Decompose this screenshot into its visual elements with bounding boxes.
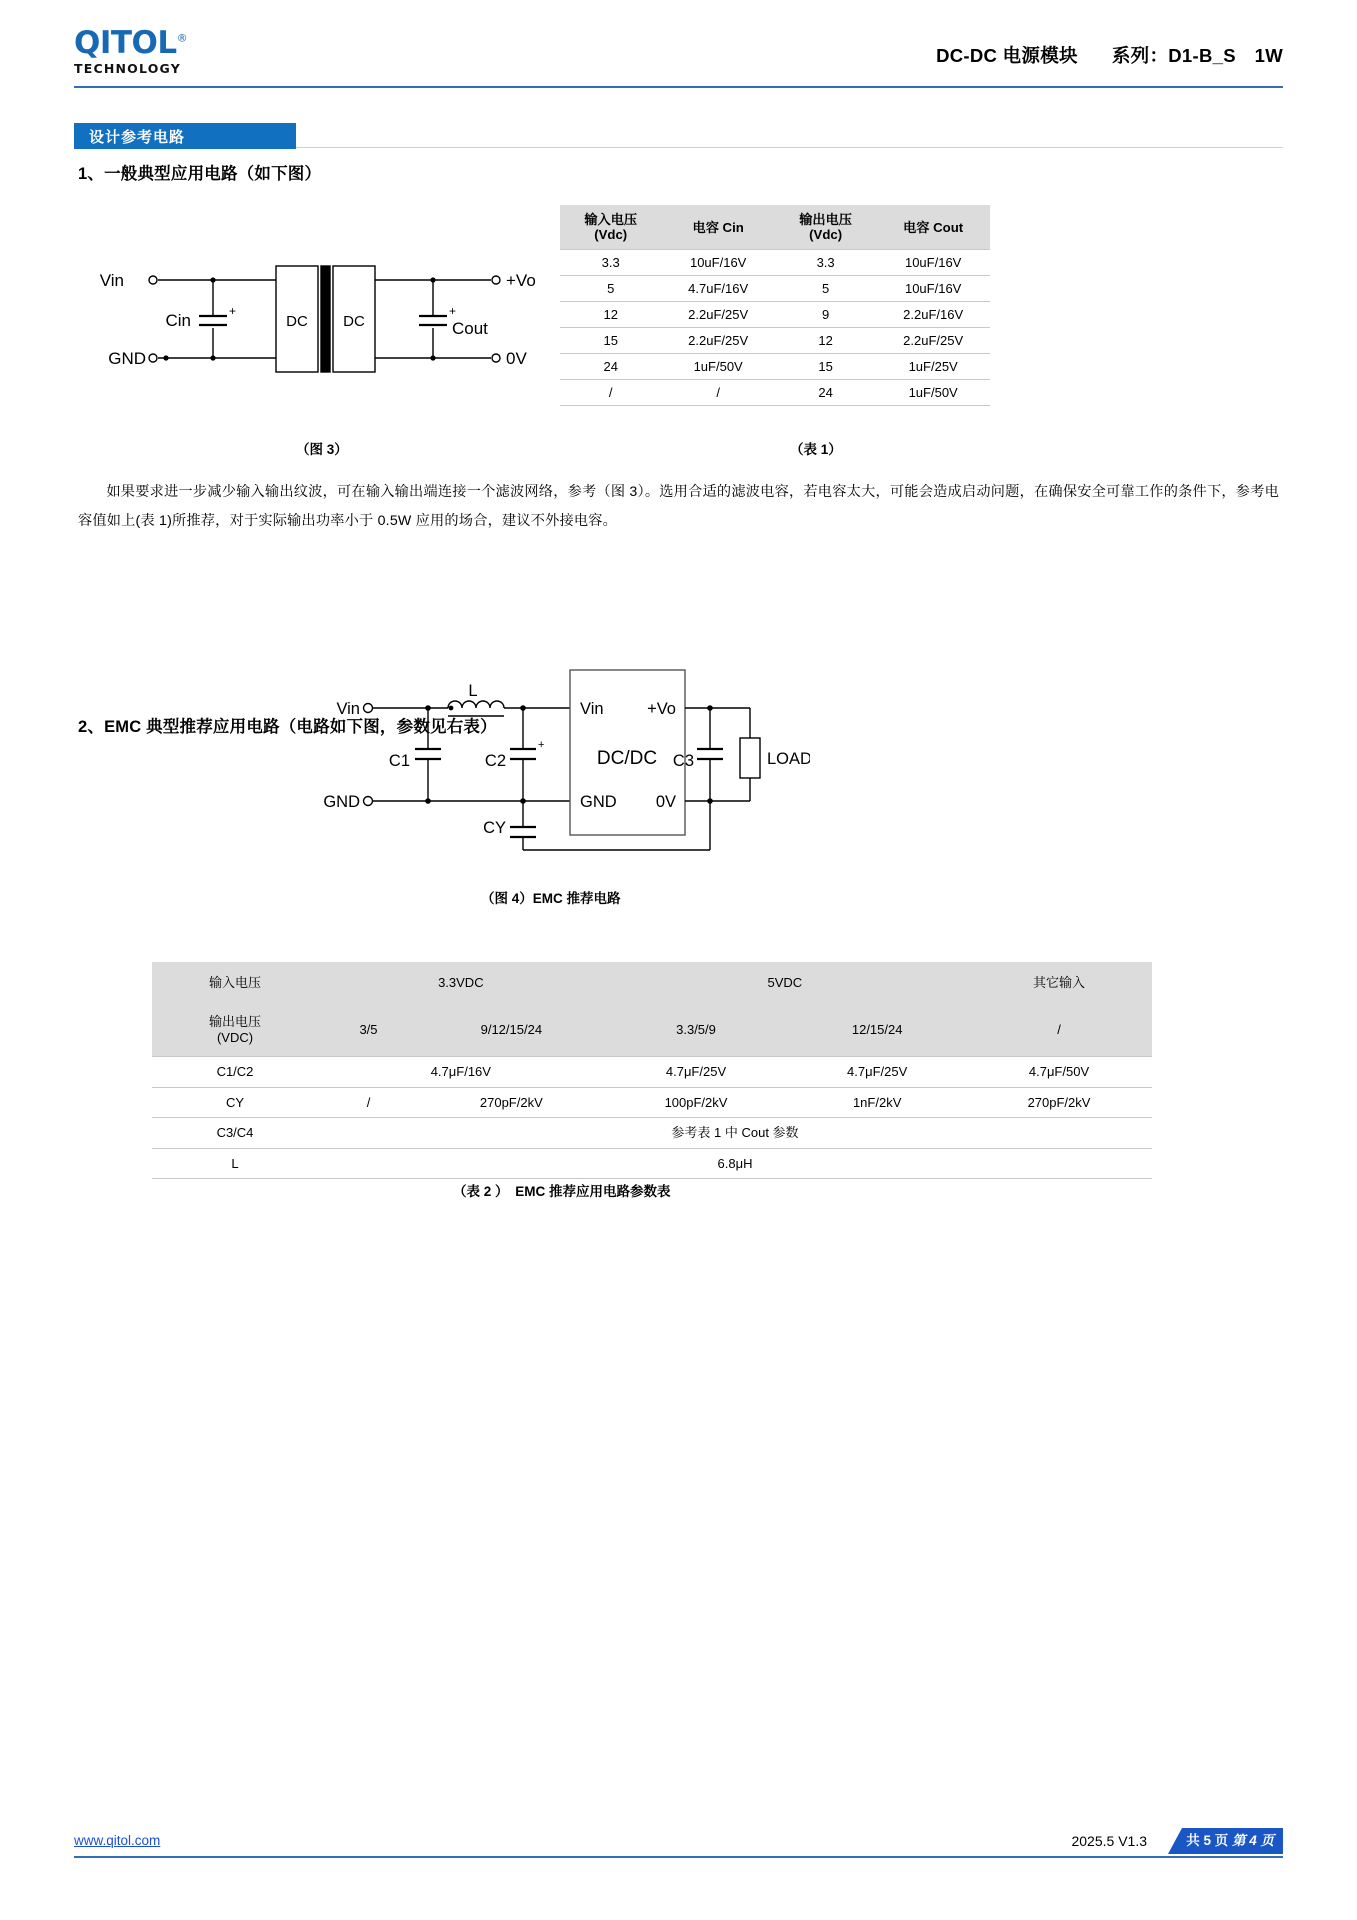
table-2-row-input-voltage (152, 962, 1152, 1004)
logo-wordmark (74, 25, 188, 61)
table-row (560, 354, 990, 380)
table-2-cy-cell-3: 100pF/2kV (604, 1087, 789, 1118)
footer-page-total: 共 5 页 (1186, 1833, 1229, 1849)
footer-page-tag (1182, 1828, 1283, 1854)
table-2-out-cell-1: 3/5 (318, 1004, 419, 1057)
table-2-row-l (152, 1148, 1152, 1179)
fig3-label-cout: Cout (452, 319, 488, 338)
table-1-col-cin-line1: 电容 Cin (692, 219, 744, 235)
table-2-cy-cell-1: / (318, 1087, 419, 1118)
footer-divider (74, 1856, 1283, 1858)
table-2-label-cy: CY (152, 1087, 318, 1118)
fig3-polarity-cout: + (449, 304, 457, 318)
table-1-cell: 24 (560, 354, 661, 380)
table-1-cell: 1uF/50V (661, 354, 775, 380)
table-1-cell: 5 (560, 276, 661, 302)
table-1-cell: 4.7uF/16V (661, 276, 775, 302)
figure-4-svg (310, 660, 810, 855)
caption-figure-4: （图 4）EMC 推荐电路 (481, 891, 621, 906)
caption-table-1: （表 1） (790, 442, 842, 457)
table-2-input-3v3: 3.3VDC (318, 962, 604, 1004)
fig3-label-dc-left: DC (286, 313, 308, 330)
table-1-cell: 15 (775, 354, 876, 380)
footer-version: 2025.5 V1.3 (1071, 1833, 1147, 1849)
table-2-c1c2-cell-4: 4.7μF/50V (966, 1057, 1152, 1088)
table-1-header-row (560, 205, 990, 250)
table-1-cell: 24 (775, 380, 876, 406)
table-2-label-input-voltage: 输入电压 (152, 962, 318, 1004)
page-header (74, 25, 1283, 86)
logo-text: QITOL (74, 25, 177, 61)
header-product-type: DC-DC 电源模块 (936, 45, 1078, 66)
table-row (560, 250, 990, 276)
header-title (936, 42, 1283, 68)
table-2-row-c3c4 (152, 1118, 1152, 1149)
table-1-cell: 2.2uF/25V (661, 302, 775, 328)
table-2-label-c1c2: C1/C2 (152, 1057, 318, 1088)
footer-slash-decoration (1168, 1828, 1182, 1854)
fig3-label-vo: +Vo (506, 271, 536, 290)
table-2-out-cell-4: 12/15/24 (788, 1004, 966, 1057)
figure-3-svg (96, 258, 536, 383)
table-row (560, 380, 990, 406)
table-row (560, 276, 990, 302)
table-2-c1c2-cell-3: 4.7μF/25V (788, 1057, 966, 1088)
table-2-row-c1c2 (152, 1057, 1152, 1088)
table-2-label-output-voltage-line1: 输出电压 (208, 1014, 261, 1030)
fig4-label-0v-module: 0V (655, 793, 676, 811)
table-1-cell: 9 (775, 302, 876, 328)
table-1-cell: 3.3 (775, 250, 876, 276)
table-2-cy-cell-2: 270pF/2kV (419, 1087, 604, 1118)
figure-3-typical-application-circuit (96, 258, 536, 383)
fig4-label-gnd-module: GND (580, 793, 617, 811)
table-1-col-input-voltage-line1: 输入电压 (584, 212, 638, 227)
table-2-row-output-voltage (152, 1004, 1152, 1057)
table-1-cell: 12 (560, 302, 661, 328)
table-1-cell: 1uF/50V (876, 380, 990, 406)
table-2-label-output-voltage-line2: (VDC) (216, 1030, 254, 1045)
table-2-out-cell-5: / (966, 1004, 1152, 1057)
fig4-label-gnd-ext: GND (323, 793, 360, 811)
table-row (560, 328, 990, 354)
table-1-col-output-voltage (775, 205, 876, 250)
table-1-col-output-voltage-line2: (Vdc) (809, 227, 843, 243)
paragraph-filter-network-note: 如果要求进一步减少输入输出纹波，可在输入输出端连接一个滤波网络，参考（图 3）。选用合适的滤波电容，若电容太大，可能会造成启动问题，在确保安全可靠工作的条件下，参考电容值如上(表 1)所推荐，对于实际输出功率小于 0.5W 应用的场合，建议不外接电容。 (78, 484, 1279, 530)
table-1-col-input-voltage-line2: (Vdc) (594, 227, 628, 243)
table-1-col-cout-line1: 电容 Cout (903, 219, 964, 235)
table-2-c1c2-cell-2: 4.7μF/25V (604, 1057, 789, 1088)
footer-website-link[interactable]: www.qitol.com (74, 1833, 161, 1848)
table-1-cell: / (560, 380, 661, 406)
fig3-polarity-cin: + (229, 304, 237, 318)
company-logo (74, 25, 234, 76)
table-1-col-input-voltage (560, 205, 661, 250)
table-2-out-cell-2: 9/12/15/24 (419, 1004, 604, 1057)
table-1-cell: 3.3 (560, 250, 661, 276)
fig4-polarity-c2: + (538, 739, 545, 751)
fig4-label-c3: C3 (672, 752, 694, 770)
table-1-cell: 1uF/25V (876, 354, 990, 380)
table-1-cell: 12 (775, 328, 876, 354)
fig4-label-c1: C1 (388, 752, 410, 770)
table-1-col-cin (661, 205, 775, 250)
header-divider (74, 86, 1283, 88)
fig4-label-vo-module: +Vo (647, 700, 676, 718)
table-2-label-output-voltage (152, 1004, 318, 1057)
table-1-cell: 10uF/16V (876, 276, 990, 302)
table-1-cell: 2.2uF/25V (876, 328, 990, 354)
table-2-row-cy (152, 1087, 1152, 1118)
footer-page-current: 第 4 页 (1231, 1833, 1274, 1849)
section-title-row (74, 123, 1283, 149)
table-2-out-cell-3: 3.3/5/9 (604, 1004, 789, 1057)
footer-page-indicator (1168, 1827, 1283, 1855)
fig4-label-vin-module: Vin (580, 700, 604, 718)
table-1-cell: 10uF/16V (876, 250, 990, 276)
table-1-cell: 2.2uF/25V (661, 328, 775, 354)
caption-figure-3: （图 3） (296, 442, 348, 457)
section-title-text: 设计参考电路 (89, 128, 186, 146)
logo-tagline: TECHNOLOGY (74, 61, 181, 76)
section-title-bar (74, 123, 296, 149)
table-2-input-5v: 5VDC (604, 962, 966, 1004)
table-1-cell: 2.2uF/16V (876, 302, 990, 328)
table-2-label-l: L (152, 1148, 318, 1179)
fig4-label-c2: C2 (484, 752, 506, 770)
figure-4-emc-recommended-circuit (310, 660, 810, 855)
registered-trademark-icon: ® (176, 31, 188, 45)
table-2-l-value: 6.8μH (318, 1148, 1152, 1179)
table-2-c1c2-cell-1: 4.7μF/16V (318, 1057, 604, 1088)
fig3-label-vin: Vin (99, 271, 124, 290)
table-2-label-c3c4: C3/C4 (152, 1118, 318, 1149)
heading-typical-circuit: 1、一般典型应用电路（如下图） (78, 165, 322, 183)
fig3-label-gnd: GND (108, 349, 146, 368)
table-1-cell: / (661, 380, 775, 406)
table-2-input-other: 其它输入 (966, 962, 1152, 1004)
caption-table-2: （表 2 ） EMC 推荐应用电路参数表 (453, 1184, 671, 1199)
fig4-label-l: L (468, 682, 478, 700)
heading-emc-circuit: 2、EMC 典型推荐应用电路（电路如下图，参数见右表） (78, 718, 497, 736)
fig4-label-load: LOAD (767, 750, 810, 768)
fig4-label-dcdc: DC/DC (596, 748, 658, 769)
table-2-c3c4-value: 参考表 1 中 Cout 参数 (318, 1118, 1152, 1149)
table-2-cy-cell-5: 270pF/2kV (966, 1087, 1152, 1118)
table-1-cell: 15 (560, 328, 661, 354)
table-2-cy-cell-4: 1nF/2kV (788, 1087, 966, 1118)
table-1-body (560, 250, 990, 406)
fig4-label-cy: CY (483, 819, 506, 837)
table-1-col-cout (876, 205, 990, 250)
table-1-cell: 10uF/16V (661, 250, 775, 276)
fig3-label-0v: 0V (506, 349, 527, 368)
fig3-label-cin: Cin (165, 311, 191, 330)
header-series: 系列：D1-B_S 1W (1111, 45, 1283, 66)
fig4-label-vin-ext: Vin (336, 700, 360, 718)
fig3-label-dc-right: DC (343, 313, 365, 330)
table-row (560, 302, 990, 328)
table-1-capacitor-reference (560, 205, 990, 406)
table-2-emc-parameters (152, 962, 1152, 1179)
table-1-col-output-voltage-line1: 输出电压 (799, 212, 852, 227)
table-1-cell: 5 (775, 276, 876, 302)
